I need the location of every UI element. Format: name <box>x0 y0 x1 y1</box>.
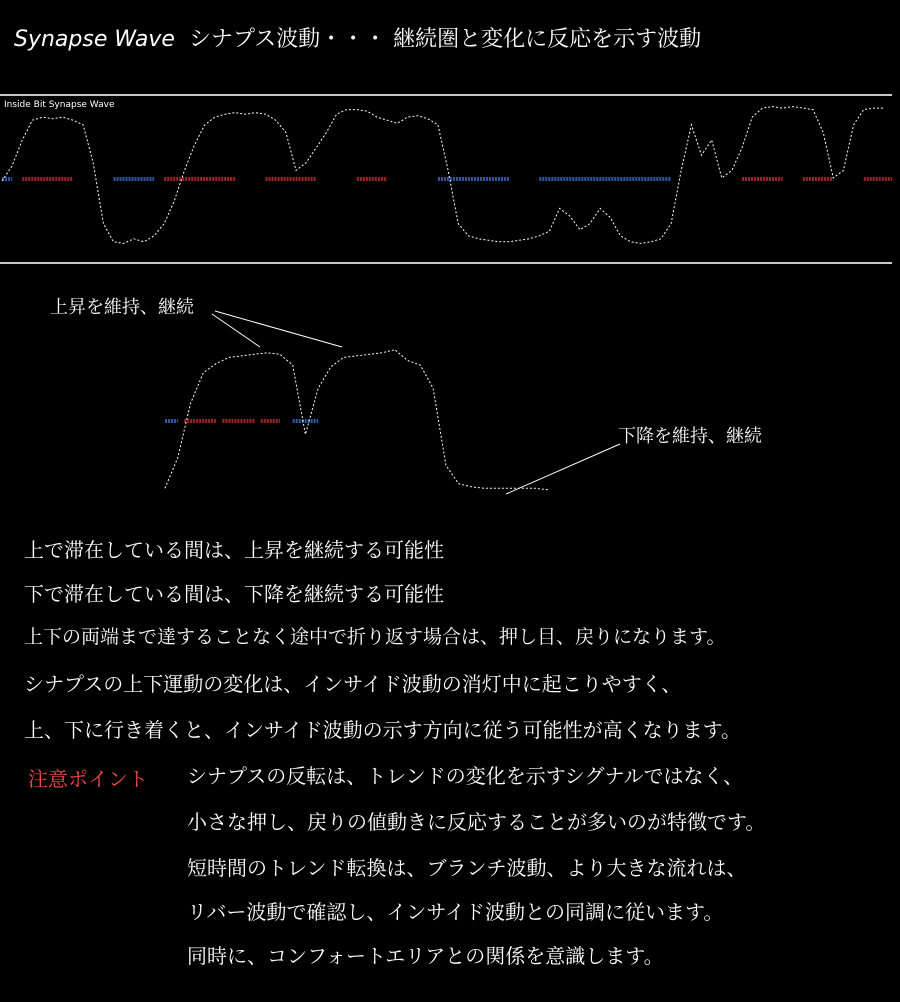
lower-annotation: 下降を維持、継続 <box>618 426 762 447</box>
lower-annotation-leader <box>506 444 620 494</box>
caution-line-3: 短時間のトレンド転換は、ブランチ波動、より大きな流れは、 <box>187 856 747 880</box>
explanation-line-2: 下で滞在している間は、下降を継続する可能性 <box>24 582 444 606</box>
explanation-line-1: 上で滞在している間は、上昇を継続する可能性 <box>24 538 444 562</box>
explanation-line-4: シナプスの上下運動の変化は、インサイド波動の消灯中に起こりやすく、 <box>24 672 682 696</box>
title-jp: シナプス波動・・・ 継続圏と変化に反応を示す波動 <box>188 27 702 52</box>
caution-line-2: 小さな押し、戻りの値動きに反応することが多いのが特徴です。 <box>187 810 766 834</box>
caution-label: 注意ポイント <box>28 767 148 791</box>
caution-line-5: 同時に、コンフォートエリアとの関係を意識します。 <box>187 944 664 968</box>
upper-annotation: 上昇を維持、継続 <box>50 297 194 318</box>
title-en: Synapse Wave <box>14 27 175 52</box>
synapse-wave-chart-panel <box>0 94 892 266</box>
explanation-line-5: 上、下に行き着くと、インサイド波動の示す方向に従う可能性が高くなります。 <box>24 718 741 742</box>
zoom-state-segments <box>165 420 318 422</box>
main-state-segments <box>2 178 892 180</box>
page-title <box>14 22 701 53</box>
panel-label: Inside Bit Synapse Wave <box>4 100 115 110</box>
explanation-line-3: 上下の両端まで達することなく途中で折り返す場合は、押し目、戻りになります。 <box>24 626 726 648</box>
caution-line-1: シナプスの反転は、トレンドの変化を示すシグナルではなく、 <box>187 764 744 788</box>
wave-line <box>2 107 884 244</box>
upper-annotation-leader-1 <box>212 314 260 347</box>
caution-line-4: リバー波動で確認し、インサイド波動との同調に従います。 <box>187 900 724 924</box>
main-wave-series <box>2 107 884 244</box>
